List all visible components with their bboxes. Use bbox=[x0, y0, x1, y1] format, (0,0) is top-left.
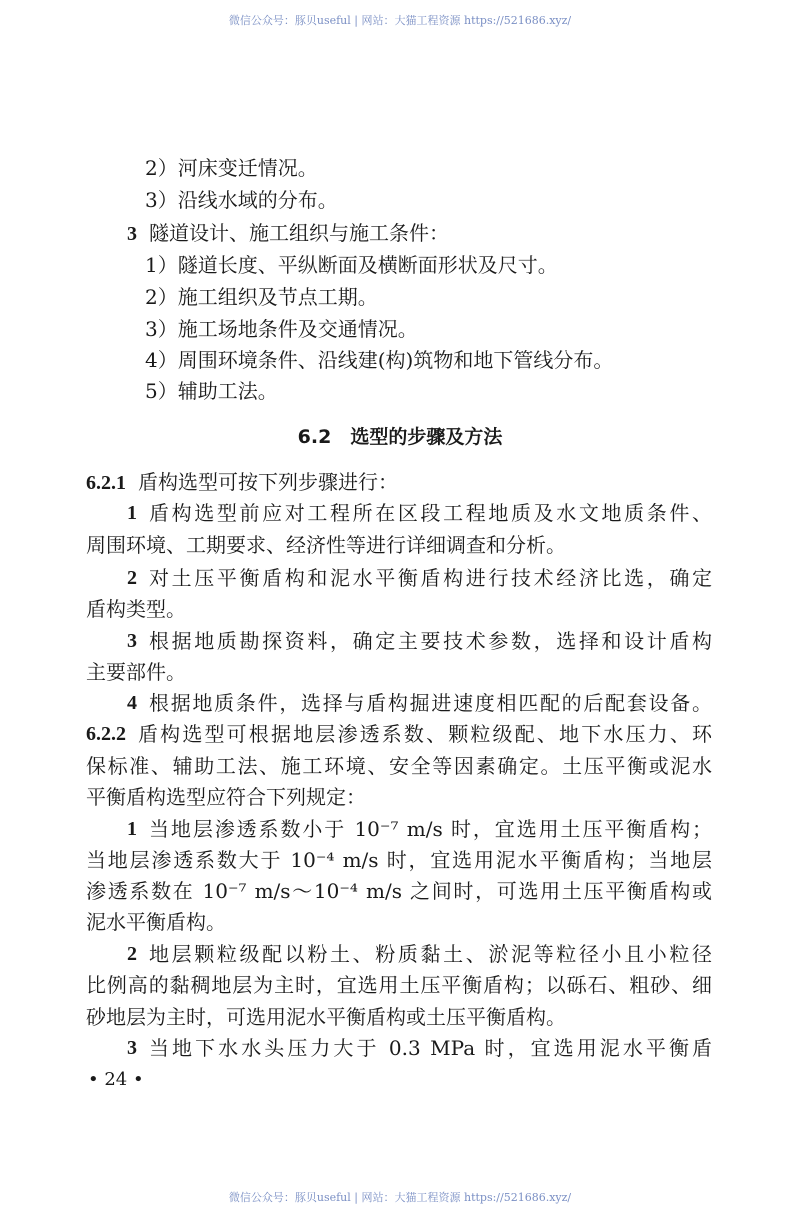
line-text: 保标准、辅助工法、施工环境、安全等因素确定。土压平衡或泥水 bbox=[86, 754, 712, 778]
line-text: 比例高的黏稠地层为主时，宜选用土压平衡盾构；以砾石、粗砂、细 bbox=[86, 973, 712, 997]
text-line bbox=[127, 1036, 712, 1060]
text-line bbox=[86, 533, 566, 557]
clause-number: 3 bbox=[127, 223, 137, 245]
line-text: 根据地质勘探资料，确定主要技术参数，选择和设计盾构 bbox=[149, 629, 712, 653]
text-line bbox=[86, 879, 712, 903]
clause-number: 2 bbox=[127, 943, 137, 965]
text-line bbox=[127, 817, 712, 841]
line-text: 1）隧道长度、平纵断面及横断面形状及尺寸。 bbox=[145, 253, 558, 277]
page-number: • 24 • bbox=[88, 1069, 144, 1090]
clause-number: 6.2.1 bbox=[86, 472, 126, 494]
text-line bbox=[86, 470, 398, 495]
line-text: 盾构选型可按下列步骤进行： bbox=[138, 470, 398, 494]
text-line bbox=[86, 910, 226, 934]
text-line bbox=[86, 785, 366, 809]
text-line bbox=[86, 660, 186, 684]
line-text: 砂地层为主时，可选用泥水平衡盾构或土压平衡盾构。 bbox=[86, 1005, 566, 1029]
line-text: 6.2 选型的步骤及方法 bbox=[297, 426, 503, 448]
line-text: 根据地质条件，选择与盾构掘进速度相匹配的后配套设备。 bbox=[149, 691, 712, 715]
line-text: 3）沿线水域的分布。 bbox=[145, 188, 338, 212]
clause-number: 6.2.2 bbox=[86, 723, 126, 745]
line-text: 盾构选型可根据地层渗透系数、颗粒级配、地下水压力、环 bbox=[138, 722, 712, 746]
clause-number: 1 bbox=[127, 818, 137, 840]
text-line bbox=[145, 317, 418, 341]
line-text: 周围环境、工期要求、经济性等进行详细调查和分析。 bbox=[86, 533, 566, 557]
line-text: 3）施工场地条件及交通情况。 bbox=[145, 317, 418, 341]
line-text: 渗透系数在 10⁻⁷ m/s～10⁻⁴ m/s 之间时，可选用土压平衡盾构或 bbox=[86, 879, 712, 903]
clause-number: 4 bbox=[127, 692, 137, 714]
section-heading bbox=[0, 425, 800, 449]
watermark-top: 微信公众号：豚贝useful | 网站：大猫工程资源 https://521686.xyz/ bbox=[228, 14, 572, 27]
text-line bbox=[145, 285, 378, 309]
text-line bbox=[127, 501, 712, 525]
text-line bbox=[127, 942, 712, 966]
text-line bbox=[127, 691, 712, 715]
text-line bbox=[145, 188, 338, 212]
line-text: 当地层渗透系数大于 10⁻⁴ m/s 时，宜选用泥水平衡盾构；当地层 bbox=[86, 848, 712, 872]
text-line bbox=[86, 1005, 566, 1029]
line-text: 地层颗粒级配以粉土、粉质黏土、淤泥等粒径小且小粒径 bbox=[149, 942, 712, 966]
text-line bbox=[86, 754, 712, 778]
text-line bbox=[127, 566, 712, 590]
clause-number: 3 bbox=[127, 1037, 137, 1059]
line-text: 4）周围环境条件、沿线建(构)筑物和地下管线分布。 bbox=[145, 348, 614, 372]
text-line bbox=[127, 629, 712, 653]
line-text: 隧道设计、施工组织与施工条件： bbox=[149, 221, 449, 245]
line-text: 对土压平衡盾构和泥水平衡盾构进行技术经济比选，确定 bbox=[149, 566, 712, 590]
clause-number: 2 bbox=[127, 567, 137, 589]
watermark-bottom: 微信公众号：豚贝useful | 网站：大猫工程资源 https://521686.xyz/ bbox=[228, 1191, 572, 1204]
line-text: 当地下水水头压力大于 0.3 MPa 时，宜选用泥水平衡盾 bbox=[149, 1036, 712, 1060]
line-text: 盾构选型前应对工程所在区段工程地质及水文地质条件、 bbox=[149, 501, 712, 525]
text-line bbox=[145, 348, 613, 372]
line-text: 泥水平衡盾构。 bbox=[86, 910, 226, 934]
line-text: 2）施工组织及节点工期。 bbox=[145, 285, 378, 309]
line-text: 2）河床变迁情况。 bbox=[145, 156, 318, 180]
text-line bbox=[145, 253, 558, 277]
text-line bbox=[86, 848, 712, 872]
line-text: 当地层渗透系数小于 10⁻⁷ m/s 时，宜选用土压平衡盾构； bbox=[149, 817, 712, 841]
clause-number: 1 bbox=[127, 502, 137, 524]
text-line bbox=[86, 722, 712, 746]
line-text: 盾构类型。 bbox=[86, 597, 186, 621]
text-line bbox=[145, 379, 278, 403]
text-line bbox=[145, 156, 318, 180]
text-line bbox=[86, 973, 712, 997]
text-line bbox=[127, 221, 449, 246]
line-text: 5）辅助工法。 bbox=[145, 379, 278, 403]
clause-number: 3 bbox=[127, 630, 137, 652]
text-line bbox=[86, 597, 186, 621]
line-text: 平衡盾构选型应符合下列规定： bbox=[86, 785, 366, 809]
line-text: 主要部件。 bbox=[86, 660, 186, 684]
